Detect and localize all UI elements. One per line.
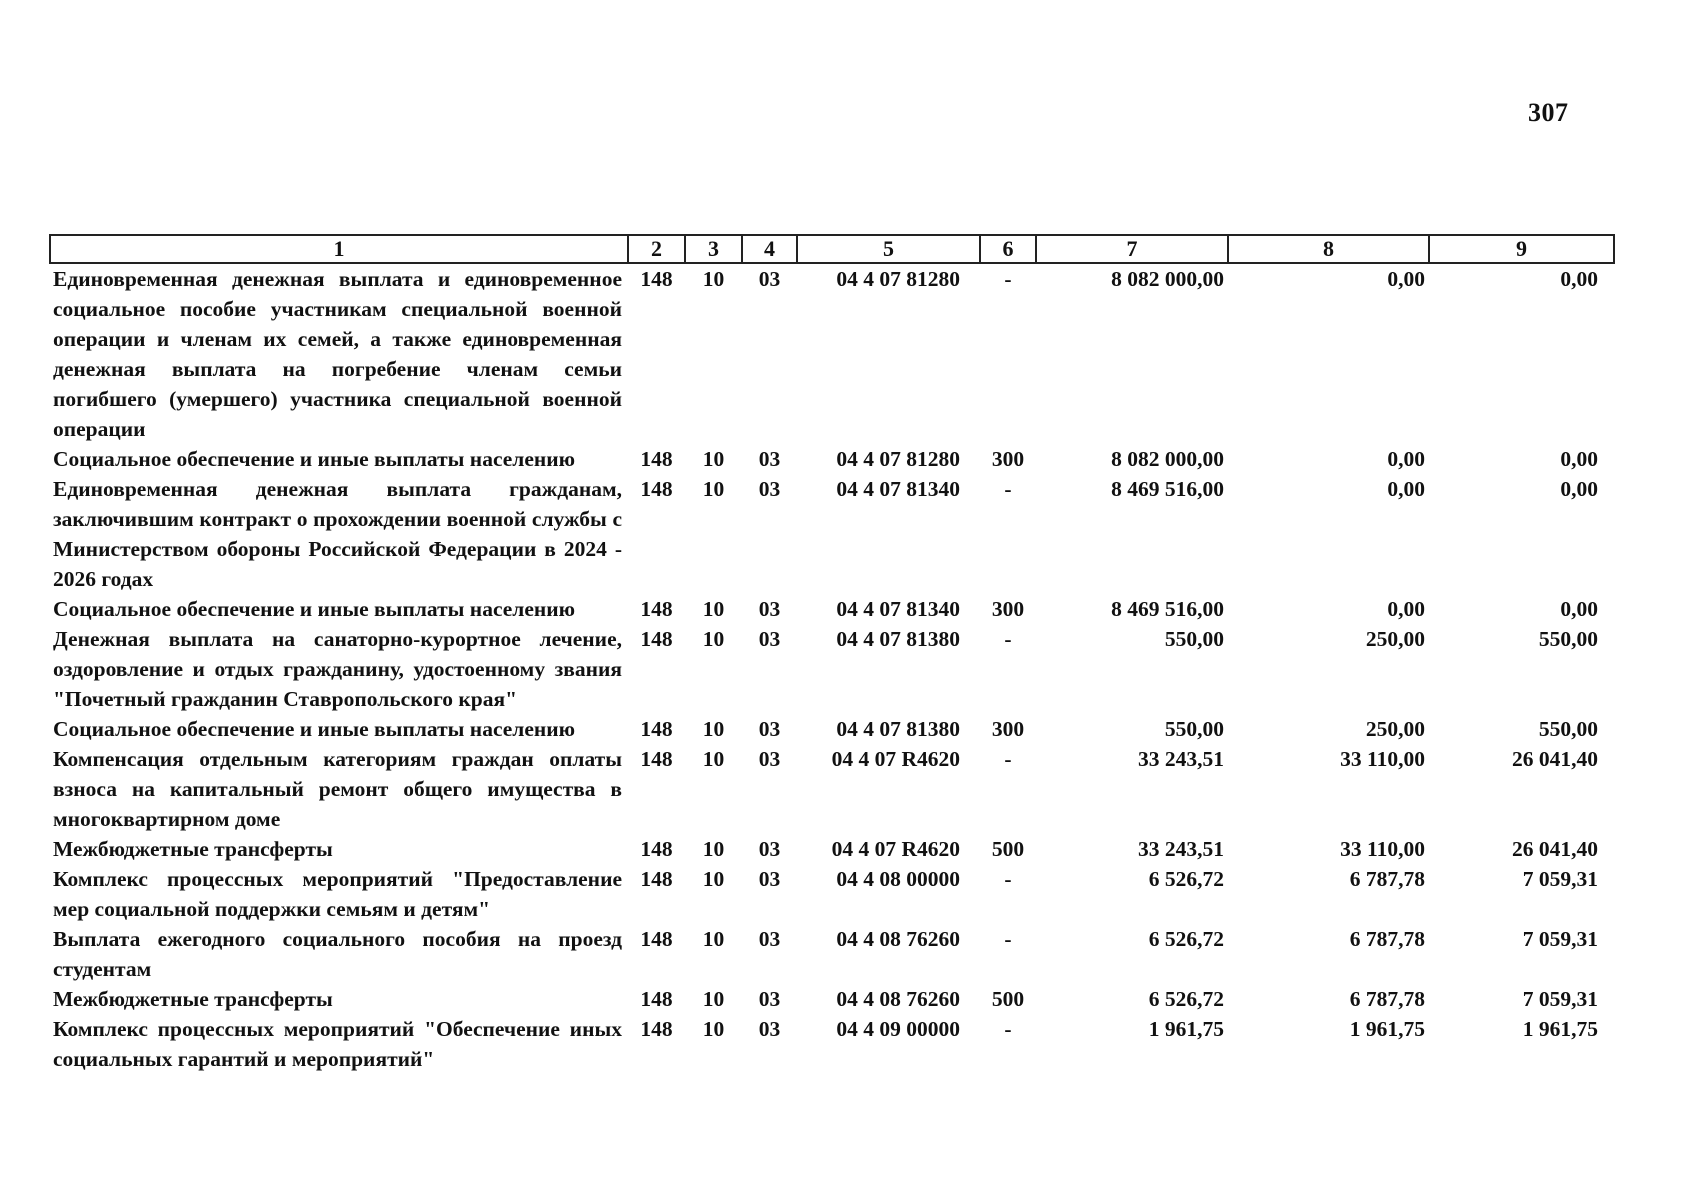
row-name: Единовременная денежная выплата гражданам, заключившим контракт о прохождении военной службы с Министерством обороны Российской Федерации в 2024 - 2026 годах [53,477,622,591]
header-col-5: 5 [797,235,980,263]
row-vr: 300 [991,717,1025,741]
table-row [50,714,1614,744]
row-ved: 148 [640,747,673,771]
row-pr: 03 [758,987,781,1011]
row-sum-3: 7 059,31 [1522,867,1598,891]
row-sum-1: 8 469 516,00 [1111,477,1224,501]
table-row [50,1014,1614,1074]
budget-table [49,234,1615,1074]
row-rz: 10 [702,927,725,951]
row-name: Социальное обеспечение и иные выплаты населению [53,717,576,741]
row-pr: 03 [758,717,781,741]
row-sum-2: 33 110,00 [1340,747,1425,771]
row-rz: 10 [702,717,725,741]
row-pr: 03 [758,477,781,501]
row-sum-3: 0,00 [1560,267,1598,291]
row-csr: 04 4 07 81380 [836,717,960,741]
row-sum-1: 6 526,72 [1148,927,1224,951]
row-csr: 04 4 07 R4620 [831,837,960,861]
row-vr: - [1004,267,1012,291]
row-pr: 03 [758,867,781,891]
row-sum-2: 250,00 [1365,717,1425,741]
row-sum-3: 550,00 [1538,627,1598,651]
row-pr: 03 [758,1017,781,1041]
row-csr: 04 4 07 81280 [836,447,960,471]
table-row [50,924,1614,984]
table-row [50,744,1614,834]
row-sum-3: 550,00 [1538,717,1598,741]
row-sum-3: 0,00 [1560,597,1598,621]
row-pr: 03 [758,447,781,471]
row-ved: 148 [640,717,673,741]
row-vr: - [1004,927,1012,951]
row-rz: 10 [702,267,725,291]
row-name: Межбюджетные трансферты [53,837,333,861]
row-sum-1: 8 082 000,00 [1111,447,1224,471]
row-name: Комплекс процессных мероприятий "Обеспечение иных социальных гарантий и мероприятий" [53,1017,622,1071]
row-vr: - [1004,747,1012,771]
row-pr: 03 [758,747,781,771]
row-csr: 04 4 07 81280 [836,267,960,291]
row-sum-2: 6 787,78 [1349,867,1425,891]
row-csr: 04 4 07 81380 [836,627,960,651]
row-sum-1: 8 082 000,00 [1111,267,1224,291]
row-sum-3: 7 059,31 [1522,987,1598,1011]
row-ved: 148 [640,267,673,291]
header-col-3: 3 [685,235,742,263]
row-sum-2: 0,00 [1387,267,1425,291]
row-pr: 03 [758,627,781,651]
table-row [50,834,1614,864]
row-ved: 148 [640,627,673,651]
row-csr: 04 4 08 00000 [836,867,960,891]
row-vr: - [1004,1017,1012,1041]
row-sum-1: 33 243,51 [1138,837,1224,861]
row-sum-1: 33 243,51 [1138,747,1224,771]
row-sum-3: 26 041,40 [1512,747,1598,771]
row-sum-1: 8 469 516,00 [1111,597,1224,621]
row-rz: 10 [702,597,725,621]
row-sum-3: 0,00 [1560,447,1598,471]
row-rz: 10 [702,477,725,501]
row-name: Единовременная денежная выплата и единовременное социальное пособие участникам специальной военной операции и членам их семей, а также единовременная денежная выплата на погребение членам семьи погибшего (умершего) участника специальной военной операции [53,267,622,441]
row-sum-1: 550,00 [1164,717,1224,741]
row-name: Комплекс процессных мероприятий "Предоставление мер социальной поддержки семьям и детям" [53,867,622,921]
row-sum-2: 6 787,78 [1349,987,1425,1011]
row-sum-2: 33 110,00 [1340,837,1425,861]
row-sum-2: 6 787,78 [1349,927,1425,951]
row-rz: 10 [702,837,725,861]
row-rz: 10 [702,627,725,651]
table-row [50,594,1614,624]
table-row [50,444,1614,474]
row-sum-1: 6 526,72 [1148,867,1224,891]
header-col-9: 9 [1429,235,1614,263]
row-pr: 03 [758,927,781,951]
row-name: Межбюджетные трансферты [53,987,333,1011]
row-rz: 10 [702,747,725,771]
header-col-1: 1 [50,235,628,263]
row-sum-2: 250,00 [1365,627,1425,651]
row-name: Социальное обеспечение и иные выплаты населению [53,597,576,621]
row-sum-1: 6 526,72 [1148,987,1224,1011]
row-csr: 04 4 07 81340 [836,597,960,621]
row-csr: 04 4 08 76260 [836,987,960,1011]
row-csr: 04 4 08 76260 [836,927,960,951]
row-rz: 10 [702,987,725,1011]
row-vr: - [1004,477,1012,501]
row-sum-2: 0,00 [1387,597,1425,621]
row-ved: 148 [640,867,673,891]
table-row [50,474,1614,594]
row-ved: 148 [640,987,673,1011]
row-sum-2: 0,00 [1387,447,1425,471]
row-vr: 500 [991,837,1025,861]
header-col-7: 7 [1036,235,1228,263]
row-sum-3: 26 041,40 [1512,837,1598,861]
row-ved: 148 [640,597,673,621]
row-pr: 03 [758,837,781,861]
row-sum-3: 1 961,75 [1522,1017,1598,1041]
header-col-2: 2 [628,235,685,263]
table-row [50,984,1614,1014]
row-sum-2: 0,00 [1387,477,1425,501]
table-row [50,864,1614,924]
row-name: Социальное обеспечение и иные выплаты населению [53,447,576,471]
header-col-6: 6 [980,235,1036,263]
row-vr: 300 [991,597,1025,621]
row-rz: 10 [702,447,725,471]
row-vr: - [1004,627,1012,651]
row-sum-3: 0,00 [1560,477,1598,501]
row-ved: 148 [640,837,673,861]
row-vr: 300 [991,447,1025,471]
row-csr: 04 4 07 81340 [836,477,960,501]
row-name: Денежная выплата на санаторно-курортное лечение, оздоровление и отдых гражданину, удостоенному звания "Почетный гражданин Ставропольского края" [53,627,622,711]
row-vr: - [1004,867,1012,891]
row-ved: 148 [640,927,673,951]
row-pr: 03 [758,267,781,291]
row-sum-2: 1 961,75 [1349,1017,1425,1041]
row-csr: 04 4 07 R4620 [831,747,960,771]
row-ved: 148 [640,477,673,501]
row-name: Компенсация отдельным категориям граждан оплаты взноса на капитальный ремонт общего имущества в многоквартирном доме [53,747,622,831]
row-sum-3: 7 059,31 [1522,927,1598,951]
row-name: Выплата ежегодного социального пособия на проезд студентам [53,927,622,981]
row-rz: 10 [702,867,725,891]
row-csr: 04 4 09 00000 [836,1017,960,1041]
row-ved: 148 [640,447,673,471]
page-number: 307 [1528,98,1569,127]
row-ved: 148 [640,1017,673,1041]
row-sum-1: 1 961,75 [1148,1017,1224,1041]
row-vr: 500 [991,987,1025,1011]
header-col-4: 4 [742,235,797,263]
table-row [50,263,1614,444]
table-row [50,624,1614,714]
header-col-8: 8 [1228,235,1429,263]
row-sum-1: 550,00 [1164,627,1224,651]
row-pr: 03 [758,597,781,621]
row-rz: 10 [702,1017,725,1041]
table-header-row [50,235,1614,263]
